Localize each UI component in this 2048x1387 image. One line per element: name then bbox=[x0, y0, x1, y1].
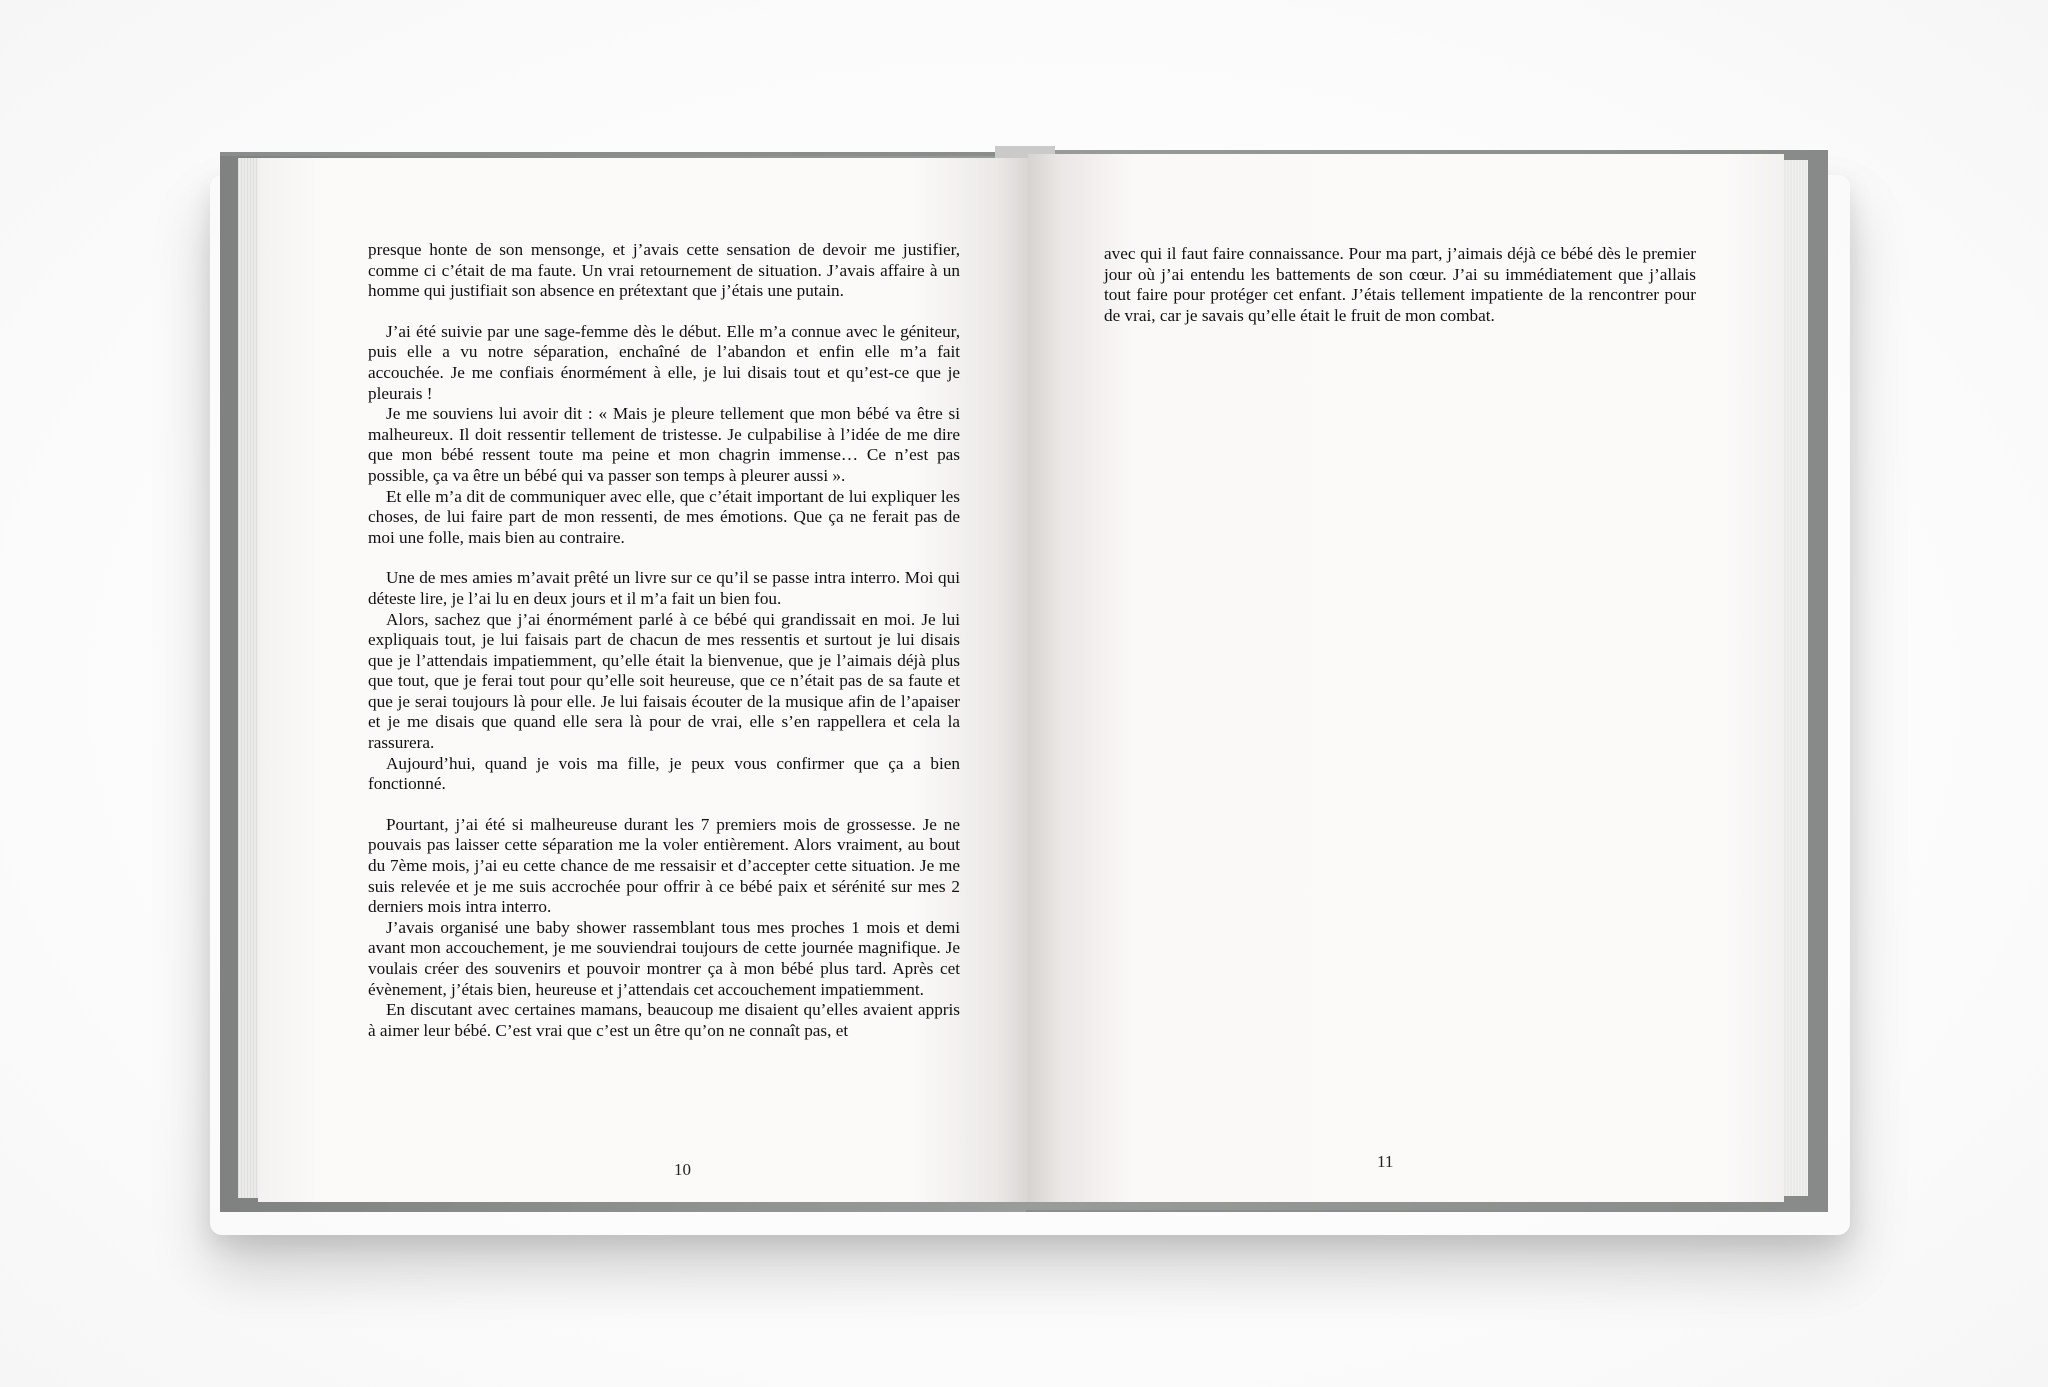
left-paragraph-3: Je me souviens lui avoir dit : « Mais je pleure tellement que mon bébé va être si malheureux. Il doit ressentir tellement de tristesse. Je culpabilise à l’idée de me dire que mon bébé ressent toute ma peine et mon chagrin immense… Ce n’est pas possible, ça va être un bébé qui va passer son temps à pleurer aussi ». bbox=[368, 404, 960, 485]
page-stack-right bbox=[1782, 160, 1808, 1196]
left-paragraph-5: Une de mes amies m’avait prêté un livre sur ce qu’il se passe intra interro. Moi qui déteste lire, je l’ai lu en deux jours et il m’a fait un bien fou. bbox=[368, 568, 960, 608]
right-page-number: 11 bbox=[1377, 1152, 1394, 1171]
left-paragraph-2: J’ai été suivie par une sage-femme dès le début. Elle m’a connue avec le géniteur, puis elle a vu notre séparation, enchaîné de l’abandon et enfin elle m’a fait accouchée. Je me confiais énormément à elle, je lui disais tout et qu’est-ce que je pleurais ! bbox=[368, 321, 960, 403]
left-paragraph-4: Et elle m’a dit de communiquer avec elle, que c’était important de lui expliquer les choses, de lui faire part de mon ressenti, de mes émotions. Que ça ne ferait pas de moi une folle, mais bien au contraire. bbox=[368, 486, 960, 547]
page-stack-left bbox=[238, 158, 258, 1198]
right-page-text bbox=[1104, 244, 1696, 326]
left-page-number: 10 bbox=[674, 1160, 691, 1179]
left-paragraph-10: En discutant avec certaines mamans, beaucoup me disaient qu’elles avaient appris à aimer leur bébé. C’est vrai que c’est un être qu’on ne connaît pas, et bbox=[368, 1000, 960, 1040]
left-paragraph-9: J’avais organisé une baby shower rassemblant tous mes proches 1 mois et demi avant mon accouchement, je me souviendrai toujours de cette journée magnifique. Je voulais créer des souvenirs et pouvoir montrer ça à mon bébé plus tard. Après cet évènement, j’étais bien, heureuse et j’attendais cet accouchement impatiemment. bbox=[368, 917, 960, 999]
left-page-text bbox=[368, 240, 960, 1041]
left-paragraph-7: Aujourd’hui, quand je vois ma fille, je peux vous confirmer que ça a bien fonctionné. bbox=[368, 753, 960, 794]
left-page[interactable] bbox=[258, 158, 1028, 1202]
right-paragraph-1: avec qui il faut faire connaissance. Pour ma part, j’aimais déjà ce bébé dès le premier jour où j’ai entendu les battements de son cœur. J’ai su immédiatement que j’allais tout faire pour protéger cet enfant. J’étais tellement impatiente de la rencontrer pour de vrai, car je savais qu’elle était le fruit de mon combat. bbox=[1104, 244, 1696, 325]
right-page[interactable] bbox=[1028, 154, 1784, 1202]
left-paragraph-8: Pourtant, j’ai été si malheureuse durant les 7 premiers mois de grossesse. Je ne pouvais pas laisser cette séparation me la voler entièrement. Alors vraiment, au bout du 7ème mois, j’ai eu cette chance de me ressaisir et d’accepter cette situation. Je me suis relevée et je me suis accrochée pour offrir à ce bébé paix et sérénité sur mes 2 derniers mois intra interro. bbox=[368, 814, 960, 917]
left-paragraph-1: presque honte de son mensonge, et j’avais cette sensation de devoir me justifier, comme ci c’était de ma faute. Un vrai retournement de situation. J’avais affaire à un homme qui justifiait son absence en prétextant que j’étais une putain. bbox=[368, 240, 960, 301]
left-paragraph-6: Alors, sachez que j’ai énormément parlé à ce bébé qui grandissait en moi. Je lui expliquais tout, je lui faisais part de chacun de mes ressentis et surtout je lui disais que je l’attendais impatiemment, qu’elle était la bienvenue, que je l’aimais déjà plus que tout, que je ferai tout pour qu’elle soit heureuse, que ce n’était pas de sa faute et que je serai toujours là pour elle. Je lui faisais écouter de la musique afin de l’apaiser et je me disais que quand elle sera là pour de vrai, elle s’en rappellera et cela la rassurera. bbox=[368, 609, 960, 753]
